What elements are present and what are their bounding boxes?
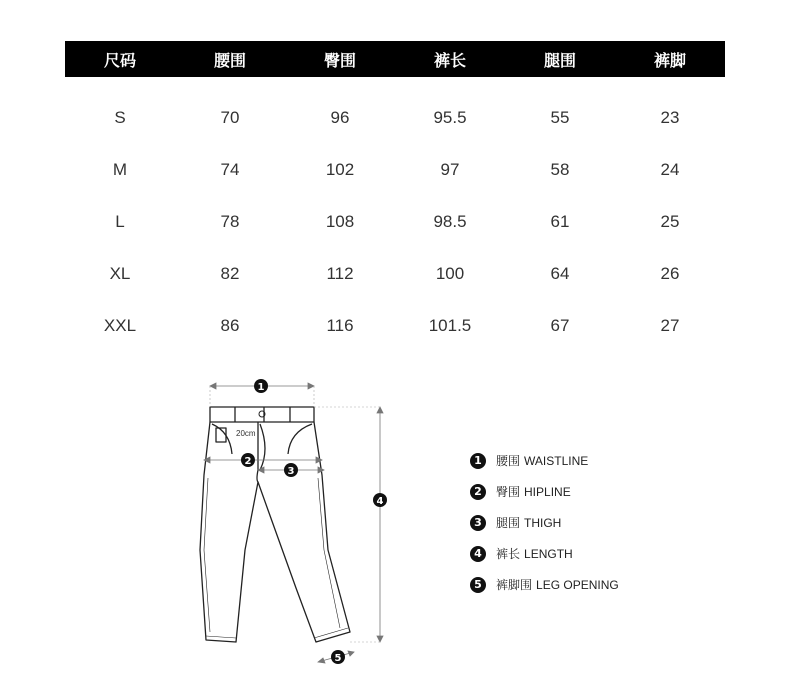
number-badge-icon: 4 — [470, 546, 486, 562]
legend-item — [470, 476, 619, 507]
cell-hip: 116 — [326, 316, 354, 335]
cell-length: 95.5 — [433, 108, 467, 127]
marker-leg-opening — [331, 650, 345, 664]
size-table — [65, 41, 725, 352]
cell-waist: 82 — [220, 264, 240, 283]
cell-size: XL — [109, 264, 131, 283]
cell-waist: 70 — [220, 108, 240, 127]
cell-hip: 96 — [330, 108, 350, 127]
pocket-depth-label: 20cm — [236, 429, 256, 438]
cell-hip: 112 — [326, 264, 354, 283]
header-thigh: 腿围 — [543, 52, 576, 70]
measurement-legend — [470, 445, 619, 600]
cell-thigh: 61 — [550, 212, 570, 231]
table-row — [65, 92, 725, 144]
svg-text:1: 1 — [257, 382, 265, 393]
cell-size: XXL — [103, 316, 137, 335]
legend-label-zh: 裤脚围 — [496, 578, 533, 592]
svg-text:5: 5 — [334, 653, 342, 664]
cell-leg-opening: 27 — [660, 316, 680, 335]
cell-size: M — [112, 160, 128, 179]
marker-hip — [241, 453, 255, 467]
table-header — [65, 41, 725, 77]
cell-length: 98.5 — [433, 212, 467, 231]
legend-item — [470, 569, 619, 600]
legend-label-en: THIGH — [524, 515, 562, 530]
cell-thigh: 55 — [550, 108, 570, 127]
cell-waist: 78 — [220, 212, 240, 231]
table-row — [65, 144, 725, 196]
marker-length — [373, 493, 387, 507]
legend-label-zh: 裤长 — [496, 547, 521, 561]
number-badge-icon: 1 — [470, 453, 486, 469]
legend-item — [470, 507, 619, 538]
pants-diagram — [190, 370, 400, 680]
marker-waist — [254, 379, 268, 393]
header-length: 裤长 — [433, 52, 466, 70]
header-hip: 臀围 — [323, 52, 356, 70]
cell-thigh: 67 — [550, 316, 570, 335]
number-badge-icon: 5 — [470, 577, 486, 593]
legend-label-zh: 腰围 — [496, 454, 521, 468]
cell-length: 100 — [435, 264, 465, 283]
header-leg-opening: 裤脚 — [653, 52, 686, 70]
svg-text:3: 3 — [287, 466, 295, 477]
legend-item — [470, 445, 619, 476]
cell-length: 101.5 — [428, 316, 472, 335]
legend-label-en: LENGTH — [524, 546, 573, 561]
cell-leg-opening: 26 — [660, 264, 680, 283]
cell-length: 97 — [440, 160, 460, 179]
table-row — [65, 248, 725, 300]
number-badge-icon: 2 — [470, 484, 486, 500]
cell-size: L — [115, 212, 125, 231]
cell-thigh: 64 — [550, 264, 570, 283]
cell-size: S — [114, 108, 126, 127]
legend-label-zh: 臀围 — [496, 485, 521, 499]
cell-waist: 74 — [220, 160, 240, 179]
header-size: 尺码 — [103, 52, 136, 70]
cell-leg-opening: 24 — [660, 160, 680, 179]
svg-text:4: 4 — [376, 496, 384, 507]
legend-label-en: WAISTLINE — [524, 453, 589, 468]
cell-thigh: 58 — [550, 160, 570, 179]
cell-hip: 102 — [325, 160, 355, 179]
legend-label-en: LEG OPENING — [536, 577, 619, 592]
legend-item — [470, 538, 619, 569]
cell-leg-opening: 23 — [660, 108, 680, 127]
cell-hip: 108 — [325, 212, 355, 231]
svg-text:2: 2 — [244, 456, 252, 467]
cell-waist: 86 — [220, 316, 240, 335]
marker-thigh — [284, 463, 298, 477]
cell-leg-opening: 25 — [660, 212, 680, 231]
legend-label-zh: 腿围 — [496, 516, 521, 530]
table-row — [65, 300, 725, 352]
table-row — [65, 196, 725, 248]
number-badge-icon: 3 — [470, 515, 486, 531]
legend-label-en: HIPLINE — [524, 484, 571, 499]
header-waist: 腰围 — [213, 52, 246, 70]
